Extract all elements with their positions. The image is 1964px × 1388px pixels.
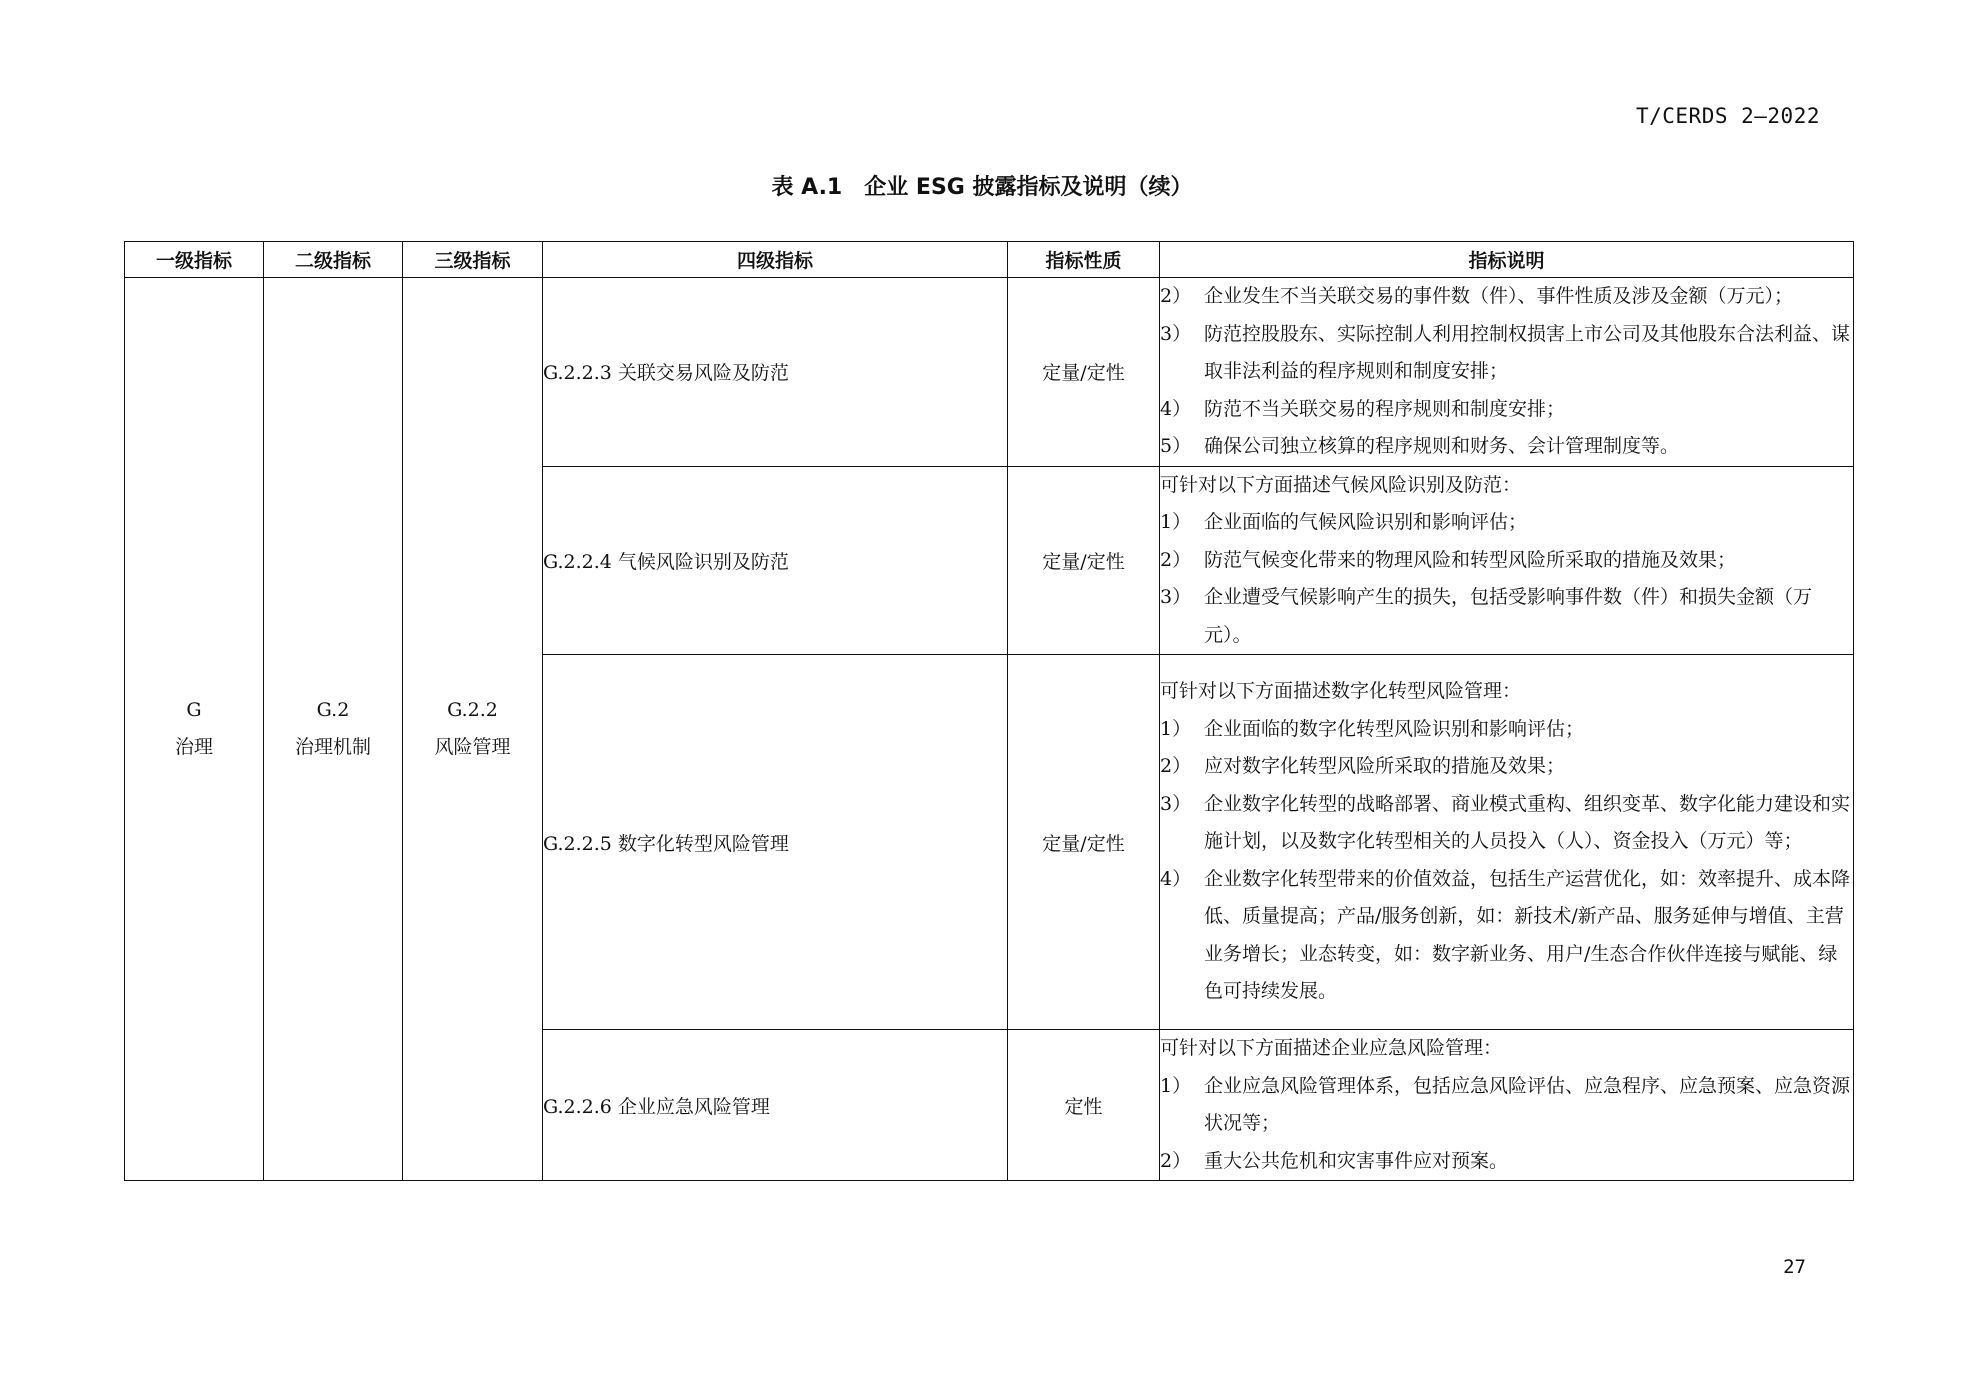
header-level1: 一级指标 — [125, 242, 264, 278]
item-text: 防范气候变化带来的物理风险和转型风险所采取的措施及效果； — [1204, 548, 1737, 571]
level4-cell: G.2.2.6 企业应急风险管理 — [543, 1030, 1008, 1181]
header-nature: 指标性质 — [1008, 242, 1160, 278]
level2-code: G.2 — [316, 699, 350, 721]
item-text: 企业面临的气候风险识别和影响评估； — [1204, 511, 1528, 533]
item-number: 4） — [1160, 867, 1192, 890]
nature-cell: 定量/定性 — [1008, 278, 1160, 467]
description-item — [1160, 542, 1853, 580]
item-text: 企业面临的数字化转型风险识别和影响评估； — [1204, 717, 1585, 740]
item-text: 企业发生不当关联交易的事件数（件）、事件性质及涉及金额（万元）； — [1204, 285, 1794, 307]
description-cell — [1160, 1030, 1854, 1181]
header-level3: 三级指标 — [403, 242, 543, 278]
table-row — [125, 278, 1854, 467]
item-number: 2） — [1160, 285, 1192, 307]
item-number: 2） — [1160, 1149, 1192, 1172]
document-code: T/CERDS 2—2022 — [1635, 104, 1820, 128]
nature-cell: 定量/定性 — [1008, 466, 1160, 655]
item-text: 企业数字化转型的战略部署、商业模式重构、组织变革、数字化能力建设和实施计划，以及数字化转型相关的人员投入（人）、资金投入（万元）等； — [1204, 792, 1851, 853]
item-text: 企业应急风险管理体系，包括应急风险评估、应急程序、应急预案、应急资源状况等； — [1204, 1074, 1851, 1134]
description-item — [1160, 391, 1853, 429]
esg-indicator-table — [124, 241, 1854, 1181]
table-header-row — [125, 242, 1854, 278]
table-title — [0, 170, 1964, 201]
level4-cell: G.2.2.3 关联交易风险及防范 — [543, 278, 1008, 467]
level3-name: 风险管理 — [434, 736, 511, 758]
description-intro: 可针对以下方面描述数字化转型风险管理： — [1160, 680, 1522, 703]
item-text: 重大公共危机和灾害事件应对预案。 — [1204, 1149, 1509, 1172]
level2-name: 治理机制 — [294, 736, 371, 758]
level1-cell — [125, 278, 264, 1181]
description-cell — [1160, 278, 1854, 467]
item-number: 4） — [1160, 397, 1192, 420]
item-text: 企业数字化转型带来的价值效益，包括生产运营优化，如：效率提升、成本降低、质量提高；产品/服务创新，如：新技术/新产品、服务延伸与增值、主营业务增长；业态转变，如：数字新业务、用户/生态合作伙伴连接与赋能、绿色可持续发展。 — [1204, 867, 1851, 1003]
item-number: 3） — [1160, 792, 1192, 815]
table-number: 表 A.1 — [771, 175, 843, 200]
item-number: 2） — [1160, 755, 1192, 778]
description-item — [1160, 711, 1853, 749]
description-item — [1160, 316, 1853, 391]
item-text: 防范控股股东、实际控制人利用控制权损害上市公司及其他股东合法利益、谋取非法利益的程序规则和制度安排； — [1204, 322, 1851, 382]
nature-cell: 定量/定性 — [1008, 655, 1160, 1030]
level4-cell: G.2.2.4 气候风险识别及防范 — [543, 466, 1008, 655]
header-level2: 二级指标 — [264, 242, 403, 278]
description-item — [1160, 1068, 1853, 1143]
item-text: 确保公司独立核算的程序规则和财务、会计管理制度等。 — [1204, 435, 1680, 457]
description-cell — [1160, 655, 1854, 1030]
item-number: 1） — [1160, 1074, 1192, 1097]
item-number: 1） — [1160, 717, 1192, 740]
item-number: 2） — [1160, 548, 1192, 571]
description-item — [1160, 504, 1853, 542]
level1-name: 治理 — [174, 736, 213, 758]
header-level4: 四级指标 — [543, 242, 1008, 278]
level2-cell — [264, 278, 403, 1181]
level4-cell: G.2.2.5 数字化转型风险管理 — [543, 655, 1008, 1030]
nature-cell: 定性 — [1008, 1030, 1160, 1181]
description-item — [1160, 579, 1853, 654]
page-number: 27 — [1783, 1256, 1806, 1278]
description-intro: 可针对以下方面描述气候风险识别及防范： — [1160, 473, 1522, 496]
level1-code: G — [186, 699, 202, 721]
description-cell — [1160, 466, 1854, 655]
level3-code: G.2.2 — [447, 699, 498, 721]
item-number: 3） — [1160, 322, 1192, 345]
description-item — [1160, 428, 1853, 466]
description-intro: 可针对以下方面描述企业应急风险管理： — [1160, 1037, 1503, 1059]
item-text: 应对数字化转型风险所采取的措施及效果； — [1204, 755, 1566, 778]
item-number: 5） — [1160, 435, 1192, 457]
item-text: 防范不当关联交易的程序规则和制度安排； — [1204, 397, 1566, 420]
description-item — [1160, 786, 1853, 861]
item-text: 企业遭受气候影响产生的损失，包括受影响事件数（件）和损失金额（万元）。 — [1204, 586, 1813, 646]
description-item — [1160, 861, 1853, 1011]
item-number: 1） — [1160, 511, 1192, 533]
description-item — [1160, 1143, 1853, 1181]
description-item — [1160, 278, 1853, 316]
header-description: 指标说明 — [1160, 242, 1854, 278]
table-body — [125, 278, 1854, 1181]
level3-cell — [403, 278, 543, 1181]
table-caption: 企业 ESG 披露指标及说明（续） — [864, 175, 1193, 200]
item-number: 3） — [1160, 586, 1192, 608]
description-item — [1160, 748, 1853, 786]
